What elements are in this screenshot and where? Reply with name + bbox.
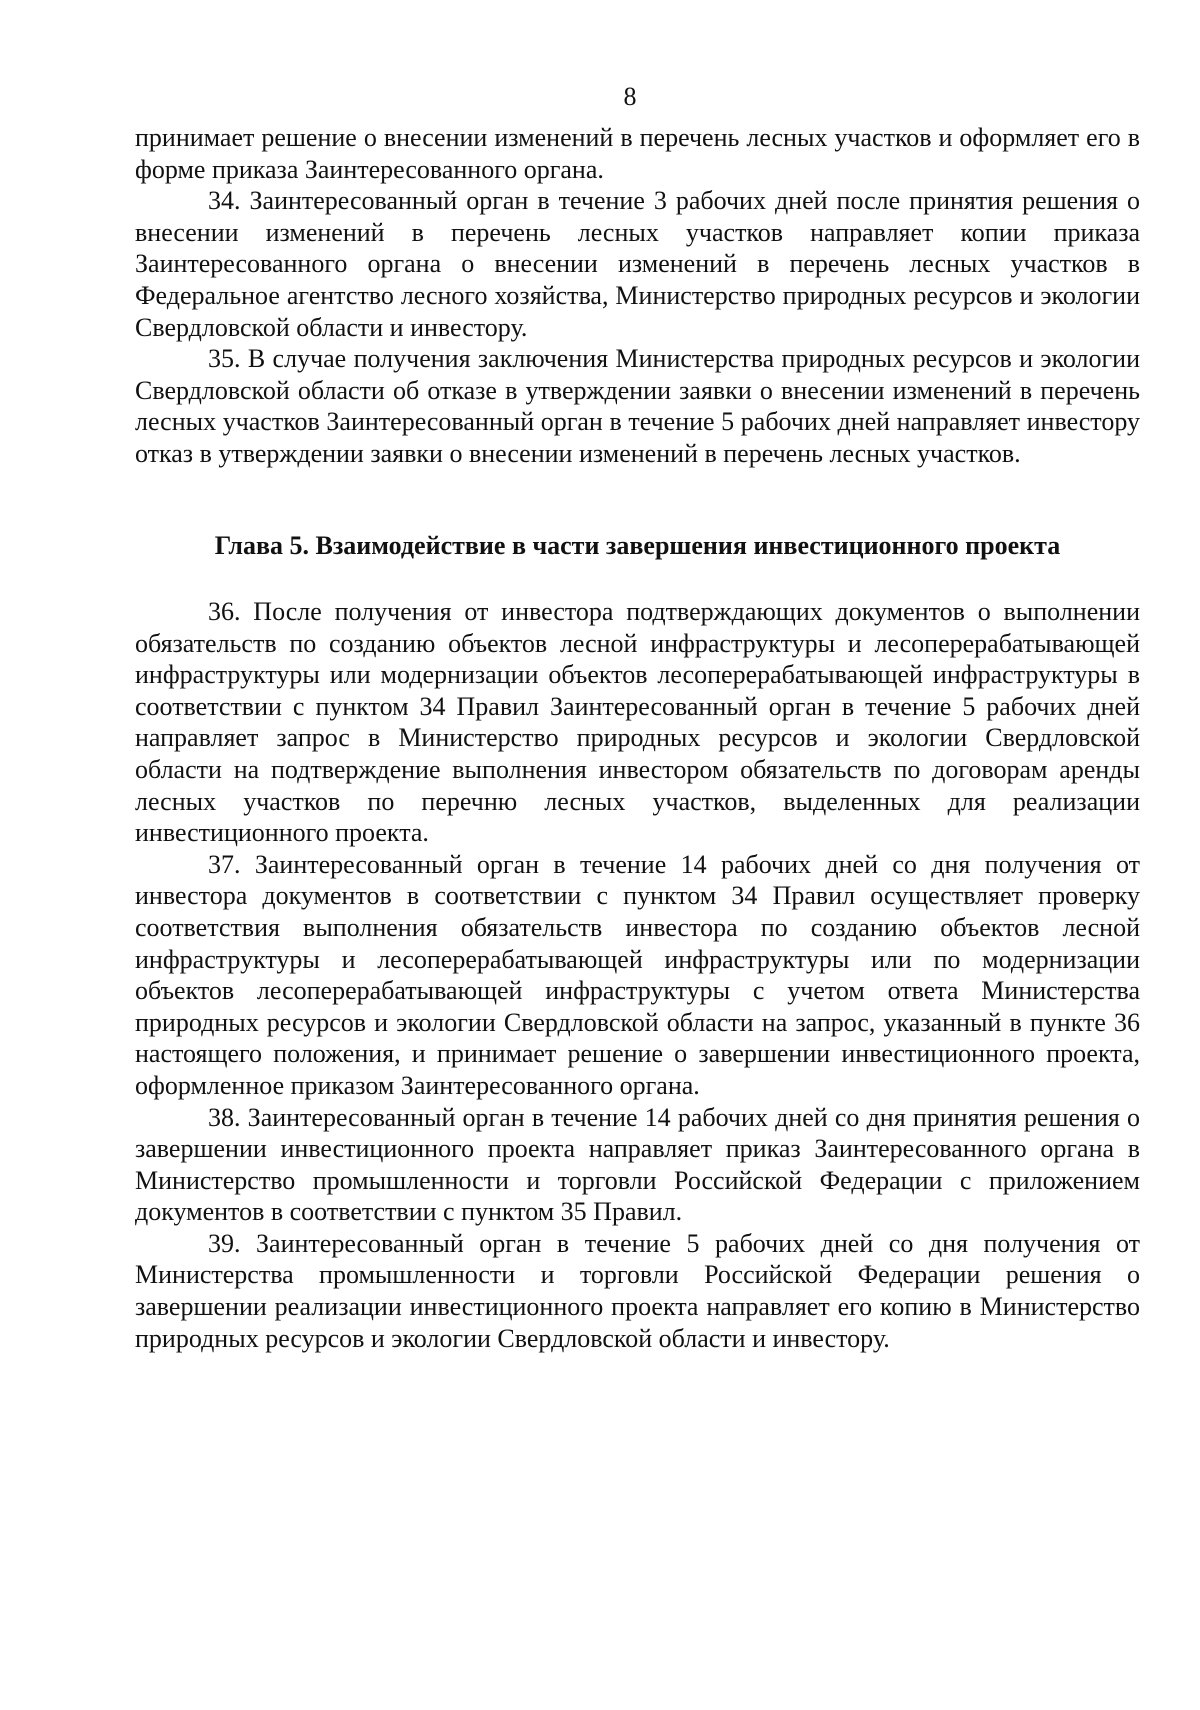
chapter-heading: Глава 5. Взаимодействие в части завершения инвестиционного проекта bbox=[214, 531, 1061, 560]
text-block-bottom bbox=[135, 596, 1140, 1354]
paragraph: 35. В случае получения заключения Министерства природных ресурсов и экологии Свердловской области об отказе в утверждении заявки о внесении изменений в перечень лесных участков Заинтересованный орган в течение 5 рабочих дней направляет инвестору отказ в утверждении заявки о внесении изменений в перечень лесных участков. bbox=[135, 344, 1140, 468]
page-number: 8 bbox=[623, 82, 637, 111]
paragraph: 39. Заинтересованный орган в течение 5 рабочих дней со дня получения от Министерства промышленности и торговли Российской Федерации решения о завершении реализации инвестиционного проекта направляет его копию в Министерство природных ресурсов и экологии Свердловской области и инвестору. bbox=[135, 1228, 1140, 1353]
paragraph: 38. Заинтересованный орган в течение 14 рабочих дней со дня принятия решения о завершении инвестиционного проекта направляет приказ Заинтересованного органа в Министерство промышленности и торговли Российской Федерации с приложением документов в соответствии с пунктом 35 Правил. bbox=[135, 1102, 1140, 1227]
paragraph: 34. Заинтересованный орган в течение 3 рабочих дней после принятия решения о внесении изменений в перечень лесных участков направляет копии приказа Заинтересованного органа о внесении изменений в перечень лесных участков в Федеральное агентство лесного хозяйства, Министерство природных ресурсов и экологии Свердловской области и инвестору. bbox=[135, 186, 1140, 342]
paragraph: 36. После получения от инвестора подтверждающих документов о выполнении обязательств по созданию объектов лесной инфраструктуры и лесоперерабатывающей инфраструктуры или модернизации объектов лесоперерабатывающей инфраструктуры в соответствии с пунктом 34 Правил Заинтересованный орган в течение 5 рабочих дней направляет запрос в Министерство природных ресурсов и экологии Свердловской области на подтверждение выполнения инвестором обязательств по договорам аренды лесных участков по перечню лесных участков, выделенных для реализации инвестиционного проекта. bbox=[135, 597, 1140, 848]
paragraph: 37. Заинтересованный орган в течение 14 рабочих дней со дня получения от инвестора документов в соответствии с пунктом 34 Правил осуществляет проверку соответствия выполнения обязательств инвестора по созданию объектов лесной инфраструктуры и лесоперерабатывающей инфраструктуры или по модернизации объектов лесоперерабатывающей инфраструктуры с учетом ответа Министерства природных ресурсов и экологии Свердловской области на запрос, указанный в пункте 36 настоящего положения, и принимает решение о завершении инвестиционного проекта, оформленное приказом Заинтересованного органа. bbox=[135, 849, 1140, 1100]
paragraph: принимает решение о внесении изменений в перечень лесных участков и оформляет его в форме приказа Заинтересованного органа. bbox=[135, 123, 1140, 184]
text-block-top bbox=[135, 122, 1140, 470]
